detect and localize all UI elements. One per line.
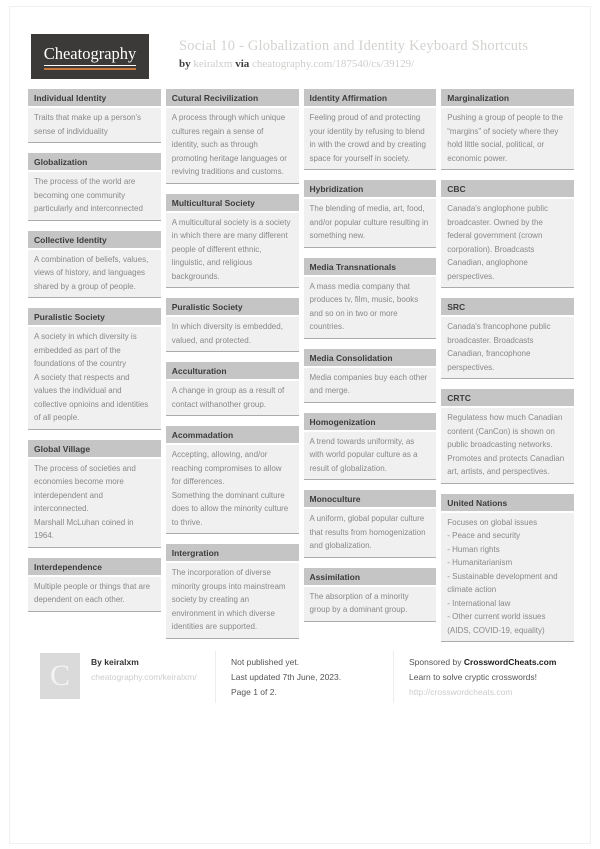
definition-card — [166, 544, 299, 639]
column — [166, 89, 299, 652]
logo-orange-underline — [44, 68, 137, 70]
columns — [28, 89, 574, 652]
definition-card — [304, 89, 437, 170]
avatar-letter: C — [49, 659, 70, 692]
sponsor-prefix: Sponsored by — [409, 657, 462, 667]
definition-card — [28, 153, 161, 221]
definition-line: - Peace and security — [447, 531, 521, 540]
definition-line: A mass media company that produces tv, film, music, books and so on in two or more countries. — [309, 281, 419, 331]
term-header: Collective Identity — [28, 231, 161, 250]
definition-line: - International law — [447, 598, 511, 608]
definition-line: A change in group as a result of contact withanother group. — [171, 386, 285, 409]
term-header: United Nations — [441, 494, 574, 513]
definition-card — [28, 231, 161, 299]
term-definition — [166, 381, 299, 415]
term-header: Identity Affirmation — [304, 89, 437, 108]
sheet-url-link[interactable]: cheatography.com/187540/cs/39129/ — [252, 58, 415, 70]
definition-line: Multiple people or things that are dependent on each other. — [34, 581, 151, 604]
definition-line: The incorporation of diverse minority groups into mainstream society by creating an environment in which diverse identities are supported. — [171, 568, 286, 631]
definition-line: The process of societies and economies become more interdependent and interconnected. — [34, 463, 136, 513]
term-header: Puralistic Society — [28, 308, 161, 327]
definition-line: A trend towards uniformity, as with world popular culture as a result of globalization. — [309, 436, 418, 473]
definition-card — [441, 298, 574, 379]
term-definition — [166, 213, 299, 288]
sponsor-url-link[interactable]: http://crosswordcheats.com — [409, 687, 513, 697]
term-header: Marginalization — [441, 89, 574, 108]
definition-card — [441, 494, 574, 643]
term-definition — [304, 509, 437, 557]
footer-by-prefix: By — [91, 657, 102, 667]
definition-line: A society in which diversity is embedded as part of the foundations of the country — [34, 332, 137, 368]
status-not-published: Not published yet. — [231, 657, 300, 667]
term-definition — [166, 563, 299, 638]
term-definition — [28, 172, 161, 220]
definition-card — [441, 389, 574, 484]
footer-divider-left — [215, 651, 216, 703]
term-definition — [28, 108, 161, 142]
byline — [179, 58, 414, 70]
cheatography-logo[interactable] — [31, 34, 149, 79]
term-definition — [304, 108, 437, 169]
sponsor-tagline: Learn to solve cryptic crosswords! — [409, 672, 538, 682]
term-definition — [441, 408, 574, 483]
term-definition — [304, 199, 437, 247]
footer-divider-right — [393, 651, 394, 703]
definition-card — [304, 349, 437, 403]
term-header: Puralistic Society — [166, 298, 299, 317]
term-header: Intergration — [166, 544, 299, 563]
term-definition — [28, 250, 161, 298]
term-definition — [441, 108, 574, 169]
definition-line: A process through which unique cultures regain a sense of identity, such as through promoting heritage languages or reviving traditions and customs. — [171, 113, 287, 176]
term-definition — [166, 445, 299, 533]
term-header: Acculturation — [166, 362, 299, 381]
definition-line: The process of the world are becoming one community particularly and interconnected — [34, 177, 143, 213]
definition-line: A multicultural society is a society in which there are many different people of different ethnic, linguistic, and religious backgrounds. — [171, 217, 291, 281]
term-definition — [441, 199, 574, 287]
definition-line: - Other current world issues (AIDS, COVID-19, equality) — [447, 612, 546, 635]
footer-author-block — [91, 655, 197, 685]
footer-author-name[interactable]: keiralxm — [104, 657, 139, 667]
definition-card — [166, 362, 299, 416]
definition-card — [304, 568, 437, 622]
definition-card — [441, 180, 574, 288]
term-definition — [304, 432, 437, 480]
definition-card — [166, 426, 299, 534]
definition-line: Traits that make up a person's sense of individuality — [34, 113, 142, 136]
status-page-number: Page 1 of 2. — [231, 687, 277, 697]
status-last-updated: Last updated 7th June, 2023. — [231, 672, 342, 682]
page-sheet — [9, 6, 591, 844]
definition-line: - Humanitarianism — [447, 558, 513, 567]
footer-author-line — [91, 655, 197, 670]
term-header: Media Consolidation — [304, 349, 437, 368]
definition-line: Focuses on global issues — [447, 517, 538, 527]
sponsor-line — [409, 655, 556, 670]
term-header: SRC — [441, 298, 574, 317]
term-definition — [28, 577, 161, 611]
definition-card — [304, 180, 437, 248]
definition-line: Accepting, allowing, and/or reaching compromises to allow for differences. — [171, 450, 282, 486]
term-header: CRTC — [441, 389, 574, 408]
term-definition — [441, 513, 574, 642]
definition-card — [166, 194, 299, 289]
definition-line: The absorption of a minority group by a dominant group. — [309, 591, 409, 614]
byline-via-label: via — [235, 58, 250, 70]
definition-card — [441, 89, 574, 170]
footer-sponsor-block — [409, 655, 556, 700]
term-definition — [166, 317, 299, 351]
definition-line: - Human rights — [447, 544, 500, 554]
definition-card — [304, 258, 437, 339]
term-definition — [441, 317, 574, 378]
term-header: CBC — [441, 180, 574, 199]
term-definition — [304, 368, 437, 402]
definition-line: A uniform, global popular culture that results from homogenization and globalization. — [309, 514, 426, 550]
definition-card — [28, 558, 161, 612]
definition-card — [28, 440, 161, 548]
term-definition — [166, 108, 299, 183]
term-header: Multicultural Society — [166, 194, 299, 213]
term-definition — [28, 459, 161, 547]
definition-line: A combination of beliefs, values, views of history, and languages shared by a group of people. — [34, 254, 149, 291]
term-definition — [304, 587, 437, 621]
definition-line: In which diversity is embedded, valued, and protected. — [171, 322, 283, 345]
definition-line: Something the dominant culture does to allow the minority culture to thrive. — [171, 490, 289, 527]
definition-card — [166, 298, 299, 352]
definition-card — [28, 308, 161, 430]
author-link[interactable]: keiralxm — [193, 58, 233, 70]
sponsor-name-link[interactable]: CrosswordCheats.com — [463, 657, 557, 667]
definition-line: Canada's francophone public broadcaster. Broadcasts Canadian, francophone perspectives. — [447, 322, 551, 372]
term-header: Monoculture — [304, 490, 437, 509]
column — [441, 89, 574, 652]
footer-status-block — [231, 655, 341, 700]
footer-profile-url[interactable]: cheatography.com/keiralxm/ — [91, 672, 197, 682]
definition-line: Feeling proud of and protecting your identity by refusing to blend in with the crowd and by creating space for yourself in society. — [309, 113, 427, 163]
cheatography-logo-text-wrap — [44, 44, 137, 70]
column — [28, 89, 161, 652]
column — [304, 89, 437, 652]
definition-line: A society that respects and values the individual and collective opnioins and identities of all people. — [34, 372, 149, 422]
definition-line: Regulatess how much Canadian content (CanCon) is shown on public broadcasting networks. Promotes and protects Canadian art, artists, and perspectives. — [447, 413, 565, 476]
definition-line: The blending of media, art, food, and/or popular culture resulting in something new. — [309, 204, 429, 240]
page-title: Social 10 - Globalization and Identity Keyboard Shortcuts — [179, 38, 529, 54]
definition-card — [28, 89, 161, 143]
definition-card — [166, 89, 299, 184]
term-definition — [304, 277, 437, 338]
footer — [31, 647, 589, 705]
term-header: Media Transnationals — [304, 258, 437, 277]
term-header: Hybridization — [304, 180, 437, 199]
definition-line: Media companies buy each other and merge. — [309, 372, 428, 395]
term-header: Homogenization — [304, 413, 437, 432]
term-header: Interdependence — [28, 558, 161, 577]
term-header: Assimilation — [304, 568, 437, 587]
definition-line: Marshall McLuhan coined in 1964. — [34, 517, 134, 540]
term-header: Globalization — [28, 153, 161, 172]
author-avatar — [40, 653, 80, 699]
term-definition — [28, 327, 161, 429]
byline-by-label: by — [179, 58, 191, 70]
definition-line: Canada's anglophone public broadcaster. Owned by the federal government (crown corporation). Broadcasts Canadian, anglophone perspectives. — [447, 204, 548, 281]
term-header: Acommadation — [166, 426, 299, 445]
term-header: Cutural Recivilization — [166, 89, 299, 108]
cheatography-logo-text: Cheatography — [44, 44, 137, 66]
term-header: Individual Identity — [28, 89, 161, 108]
definition-line: Pushing a group of people to the “margins” of society where they hold little social, political, or economic power. — [447, 113, 563, 163]
definition-card — [304, 490, 437, 558]
definition-card — [304, 413, 437, 481]
term-header: Global Village — [28, 440, 161, 459]
definition-line: - Sustainable development and climate action — [447, 571, 558, 594]
